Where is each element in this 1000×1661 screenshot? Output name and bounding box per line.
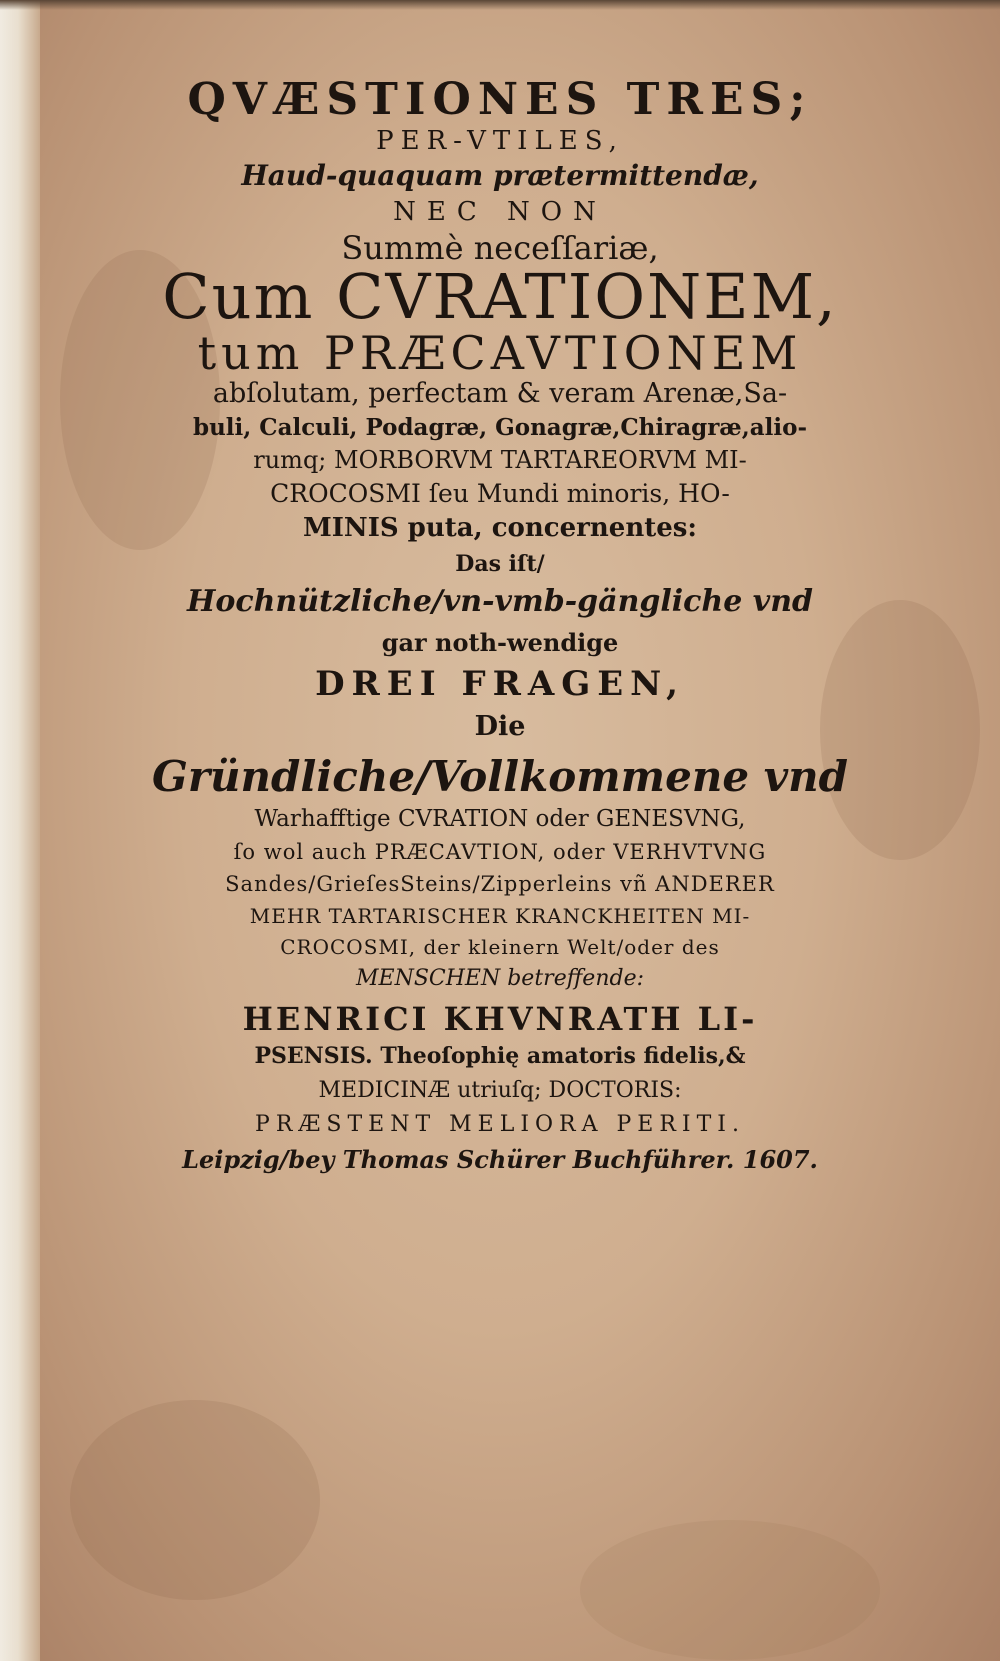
- title-line-24: MENSCHEN betreffende:: [356, 966, 644, 991]
- title-line-2: PER-VTILES,: [376, 126, 624, 156]
- title-line-22: MEHR TARTARISCHER KRANCKHEITEN MI-: [249, 904, 751, 928]
- title-line-6: Cum CVRATIONEM,: [162, 260, 838, 333]
- motto-line: PRÆSTENT MELIORA PERITI.: [255, 1112, 745, 1137]
- paper-stain: [580, 1520, 880, 1660]
- title-line-12: MINIS puta, concernentes:: [302, 513, 698, 543]
- title-line-5: Summè neceſſariæ,: [341, 229, 659, 267]
- title-line-4: NEC NON: [393, 197, 607, 227]
- page-left-edge: [0, 0, 40, 1661]
- title-line-7: tum PRÆCAVTIONEM: [197, 326, 803, 380]
- title-line-1: QVÆSTIONES TRES;: [187, 74, 813, 125]
- title-line-15: gar noth-wendige: [381, 628, 619, 657]
- title-line-9: buli, Calculi, Podagræ, Gonagræ,Chiragræ,alio-: [192, 414, 808, 441]
- title-line-11: CROCOSMI ſeu Mundi minoris, HO-: [270, 479, 730, 508]
- title-line-8: abſolutam, perfectam & veram Arenæ,Sa-: [212, 378, 788, 409]
- title-line-13: Das iſt/: [455, 551, 545, 577]
- title-line-17: Die: [474, 711, 526, 742]
- imprint-line: Leipzig/bey Thomas Schürer Buchführer. 1607.: [182, 1145, 818, 1174]
- title-line-19: Warhafftige CVRATION oder GENESVNG,: [254, 806, 746, 832]
- title-line-10: rumq; MORBORVM TARTAREORVM MI-: [253, 446, 747, 474]
- title-line-3: Haud-quaquam prætermittendæ,: [241, 159, 759, 192]
- title-line-14: Hochnützliche/vn-vmb-gängliche vnd: [187, 584, 813, 619]
- title-line-21: Sandes/GrieſesSteins/Zipperleins vñ ANDERER: [225, 872, 775, 896]
- page-top-edge: [0, 0, 1000, 10]
- paper-stain: [70, 1400, 320, 1600]
- title-line-23: CROCOSMI, der kleinern Welt/oder des: [280, 935, 720, 959]
- author-line-2: PSENSIS. Theoſophię amatoris fidelis,&: [254, 1043, 746, 1069]
- title-text-block: [60, 74, 940, 1174]
- title-line-18: Gründliche/Vollkommene vnd: [151, 752, 849, 801]
- title-line-16: DREI FRAGEN,: [315, 664, 685, 704]
- title-line-20: ſo wol auch PRÆCAVTION, oder VERHVTVNG: [233, 840, 767, 864]
- author-line-3: MEDICINÆ utriuſq; DOCTORIS:: [318, 1078, 682, 1103]
- author-line-1: HENRICI KHVNRATH LI-: [242, 1000, 758, 1038]
